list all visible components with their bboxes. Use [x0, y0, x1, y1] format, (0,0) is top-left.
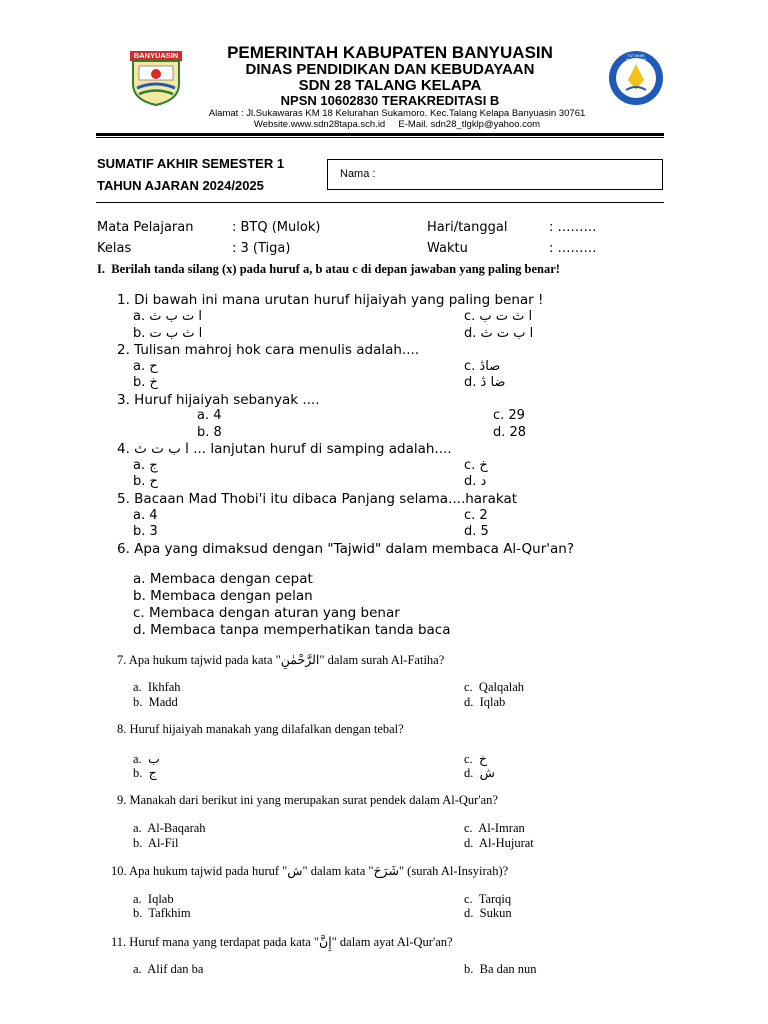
q1-option-c[interactable]: c. ا ث ت ب: [464, 309, 533, 324]
q7-option-d[interactable]: d. Iqlab: [464, 695, 506, 709]
divider-line: [96, 202, 664, 203]
q11-option-a[interactable]: a. Alif dan ba: [133, 962, 204, 976]
question-4: 4. ا ب ت ث ... lanjutan huruf di samping adalah....: [117, 441, 452, 457]
question-10: 10. Apa hukum tajwid pada huruf "ش" dalam kata "شَرَحَ" (surah Al-Insyirah)?: [111, 864, 509, 878]
question-6: 6. Apa yang dimaksud dengan "Tajwid" dalam membaca Al-Qur'an?: [117, 541, 574, 557]
question-8: 8. Huruf hijaiyah manakah yang dilafalkan dengan tebal?: [117, 722, 404, 736]
q7-option-a[interactable]: a. Ikhfah: [133, 680, 181, 694]
question-1: 1. Di bawah ini mana urutan huruf hijaiyah yang paling benar !: [117, 292, 544, 308]
kelas-label: Kelas: [97, 241, 132, 256]
header-line-4: NPSN 10602830 TERAKREDITASI B: [280, 93, 500, 108]
waktu-value: : ………: [549, 241, 597, 256]
q2-option-d[interactable]: d. ضا ڎ: [464, 375, 506, 390]
q1-option-d[interactable]: d. ا ب ت ث: [464, 326, 534, 341]
q3-option-d[interactable]: d. 28: [493, 425, 527, 440]
q8-option-b[interactable]: b. ج: [133, 766, 157, 780]
q4-option-c[interactable]: c. خ: [464, 458, 488, 473]
q9-option-a[interactable]: a. Al-Baqarah: [133, 821, 206, 835]
q5-option-d[interactable]: d. 5: [464, 524, 489, 539]
exam-title-1: SUMATIF AKHIR SEMESTER 1: [97, 156, 285, 171]
q11-option-b[interactable]: b. Ba dan nun: [464, 962, 537, 976]
banyuasin-logo: [127, 50, 185, 106]
q6-option-a[interactable]: a. Membaca dengan cepat: [133, 571, 313, 587]
q3-option-b[interactable]: b. 8: [197, 425, 222, 440]
q5-option-b[interactable]: b. 3: [133, 524, 158, 539]
q3-option-a[interactable]: a. 4: [197, 408, 222, 423]
header-contact: Website.www.sdn28tapa.sch.id E-Mail. sdn28_tlgklp@yahoo.com: [253, 119, 541, 130]
hari-value: : ………: [549, 220, 597, 235]
waktu-label: Waktu: [427, 241, 468, 256]
q9-option-b[interactable]: b. Al-Fil: [133, 836, 179, 850]
q10-option-d[interactable]: d. Sukun: [464, 906, 512, 920]
header-line-1: PEMERINTAH KABUPATEN BANYUASIN: [227, 43, 553, 62]
question-9: 9. Manakah dari berikut ini yang merupakan surat pendek dalam Al-Qur'an?: [117, 793, 498, 807]
q9-option-d[interactable]: d. Al-Hujurat: [464, 836, 534, 850]
q4-option-b[interactable]: b. ح: [133, 474, 158, 489]
q2-option-b[interactable]: b. خ: [133, 375, 158, 390]
mapel-label: Mata Pelajaran: [97, 220, 194, 235]
q4-option-d[interactable]: d. د: [464, 474, 487, 489]
question-5: 5. Bacaan Mad Thobi'i itu dibaca Panjang selama....harakat: [117, 491, 518, 507]
q5-option-c[interactable]: c. 2: [464, 508, 488, 523]
q6-option-d[interactable]: d. Membaca tanpa memperhatikan tanda baca: [133, 622, 451, 638]
question-3: 3. Huruf hijaiyah sebanyak ....: [117, 392, 320, 408]
question-2: 2. Tulisan mahroj hok cara menulis adalah....: [117, 342, 420, 358]
banyuasin-logo-text: BANYUASIN: [133, 51, 179, 60]
q10-option-a[interactable]: a. Iqlab: [133, 892, 174, 906]
question-11: 11. Huruf mana yang terdapat pada kata "إِنَّ" dalam ayat Al-Qur'an?: [111, 935, 453, 949]
q7-option-c[interactable]: c. Qalqalah: [464, 680, 525, 694]
header-line-2: DINAS PENDIDIKAN DAN KEBUDAYAAN: [245, 61, 535, 78]
name-label: Nama :: [340, 168, 376, 180]
q8-option-a[interactable]: a. ب: [133, 752, 160, 766]
q1-option-a[interactable]: a. ا ت ب ث: [133, 309, 202, 324]
instruction: I. Berilah tanda silang (x) pada huruf a, b atau c di depan jawaban yang paling benar!: [97, 262, 560, 276]
tut-wuri-logo-text: TUT WURI HANDAYANI: [626, 54, 646, 62]
kelas-value: : 3 (Tiga): [232, 241, 291, 256]
q6-option-c[interactable]: c. Membaca dengan aturan yang benar: [133, 605, 400, 621]
q3-option-c[interactable]: c. 29: [493, 408, 525, 423]
q2-option-a[interactable]: a. ح: [133, 359, 158, 374]
q7-option-b[interactable]: b. Madd: [133, 695, 178, 709]
header-address: Alamat : Jl.Sukawaras KM 18 Kelurahan Sukamoro. Kec.Talang Kelapa Banyuasin 30761: [208, 108, 586, 119]
q5-option-a[interactable]: a. 4: [133, 508, 158, 523]
header-line-3: SDN 28 TALANG KELAPA: [298, 77, 482, 94]
q9-option-c[interactable]: c. Al-Imran: [464, 821, 525, 835]
q6-option-b[interactable]: b. Membaca dengan pelan: [133, 588, 313, 604]
question-7: 7. Apa hukum tajwid pada kata "الرَّحْمٰنِ" dalam surah Al-Fatiha?: [117, 653, 445, 667]
mapel-value: : BTQ (Mulok): [232, 220, 321, 235]
header-rule-thin: [96, 137, 664, 138]
q8-option-c[interactable]: c. خ: [464, 752, 488, 766]
header-rule-thick: [96, 133, 664, 136]
q10-option-c[interactable]: c. Tarqiq: [464, 892, 512, 906]
q2-option-c[interactable]: c. صاڎ: [464, 359, 501, 374]
q10-option-b[interactable]: b. Tafkhim: [133, 906, 191, 920]
q8-option-d[interactable]: d. ش: [464, 766, 495, 780]
hari-label: Hari/tanggal: [427, 220, 508, 235]
tut-wuri-handayani-logo: [604, 50, 668, 106]
exam-title-2: TAHUN AJARAN 2024/2025: [97, 178, 264, 193]
name-box[interactable]: [327, 159, 663, 190]
q1-option-b[interactable]: b. ا ث ب ت: [133, 326, 203, 341]
q4-option-a[interactable]: a. ج: [133, 458, 158, 473]
